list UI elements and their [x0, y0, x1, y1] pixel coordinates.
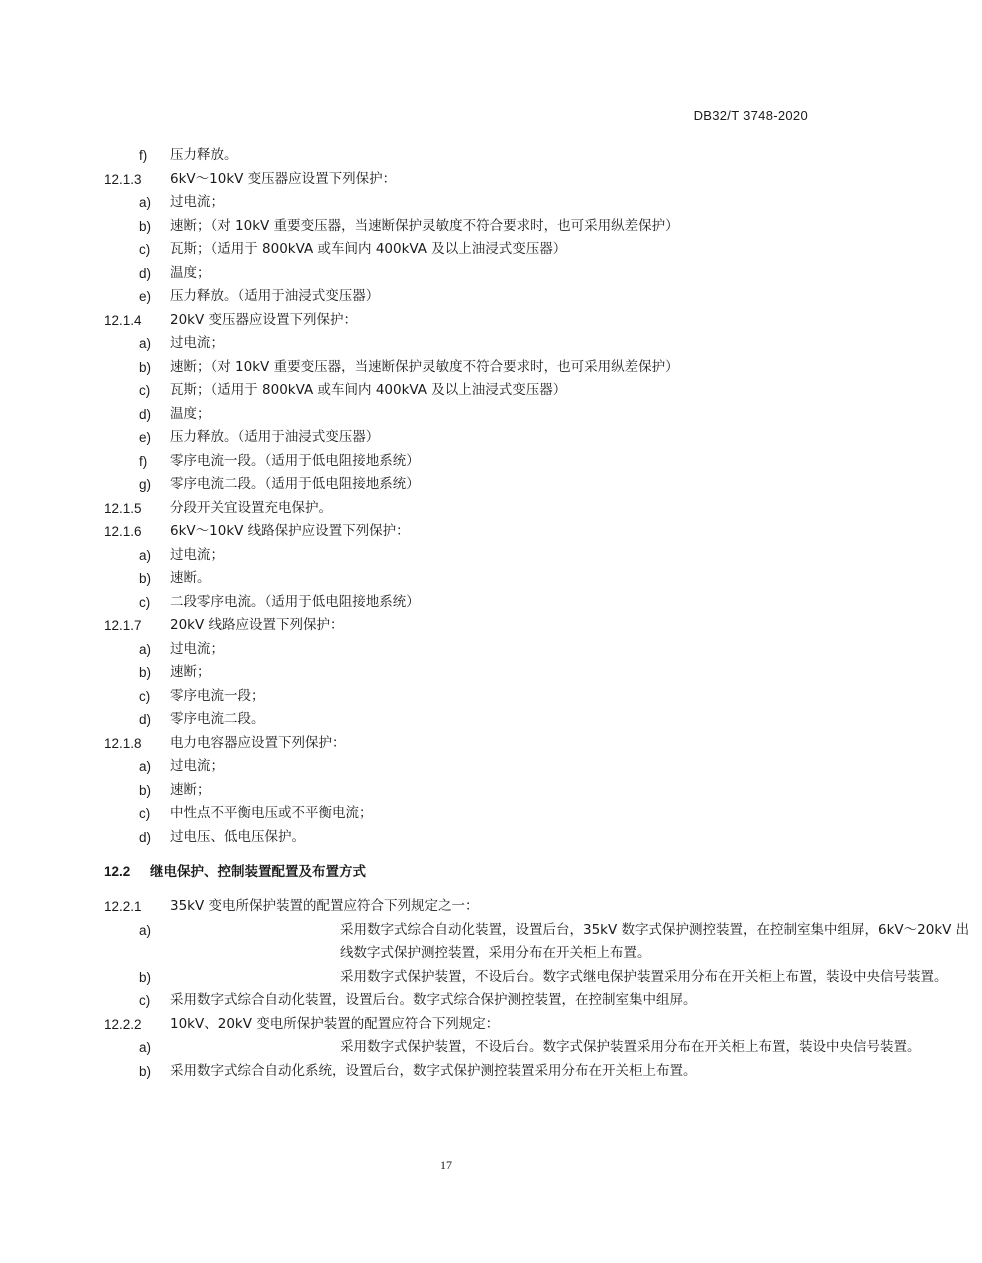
clause-line	[0, 732, 892, 756]
item-marker: b)	[139, 359, 152, 375]
clause-number: 12.1.8	[104, 735, 142, 751]
item-marker: a)	[139, 1040, 152, 1055]
line-text: 过电流；	[170, 546, 224, 563]
item-marker: b)	[139, 969, 152, 985]
line-text: 温度；	[170, 264, 211, 281]
item-marker: c)	[139, 688, 151, 704]
list-item	[0, 238, 892, 262]
item-marker: a)	[139, 336, 152, 351]
line-text: 速断；（对 10kV 重要变压器，当速断保护灵敏度不符合要求时，也可采用纵差保护）	[170, 358, 679, 375]
list-item	[0, 685, 892, 709]
clause-line	[0, 497, 892, 521]
item-marker: d)	[139, 265, 152, 281]
standard-code: DB32/T 3748-2020	[693, 108, 808, 123]
list-item	[0, 215, 892, 239]
list-item	[0, 661, 892, 685]
page-number: 17	[440, 1158, 452, 1172]
item-marker: b)	[139, 218, 152, 234]
clause-line	[0, 1013, 892, 1037]
line-text: 过电压、低电压保护。	[170, 828, 305, 845]
list-item	[0, 379, 892, 403]
item-marker: a)	[139, 759, 152, 774]
item-marker: b)	[139, 782, 152, 798]
clause-number: 12.1.6	[104, 524, 142, 539]
line-text: 压力释放。（适用于油浸式变压器）	[170, 429, 380, 445]
line-text: 采用数字式综合自动化系统，设置后台，数字式保护测控装置采用分布在开关柜上布置。	[170, 1062, 697, 1079]
line-text: 过电流；	[170, 640, 224, 657]
list-item	[0, 802, 892, 826]
list-item	[0, 919, 970, 966]
list-item	[0, 262, 892, 286]
clause-number: 12.2	[104, 864, 131, 879]
list-item	[0, 356, 892, 380]
clause-line	[0, 309, 892, 333]
list-item	[0, 191, 892, 215]
clause-line	[0, 895, 892, 919]
document-body	[0, 144, 970, 1083]
item-marker: e)	[139, 430, 152, 445]
clause-line	[0, 520, 892, 544]
list-item	[0, 567, 892, 591]
item-marker: b)	[139, 1063, 152, 1079]
item-marker: c)	[139, 242, 151, 257]
line-text: 20kV 线路应设置下列保护：	[170, 617, 344, 633]
line-text: 采用数字式综合自动化装置，设置后台。数字式综合保护测控装置，在控制室集中组屏。	[170, 992, 697, 1008]
list-item	[0, 450, 892, 474]
line-text: 采用数字式保护装置，不设后台。数字式继电保护装置采用分布在开关柜上布置，装设中央信号装置。	[340, 968, 948, 985]
clause-number: 12.2.1	[104, 899, 142, 914]
list-item	[0, 544, 892, 568]
item-marker: e)	[139, 289, 152, 304]
clause-number: 12.1.7	[104, 618, 142, 633]
list-item	[0, 1036, 921, 1060]
item-marker: a)	[139, 547, 152, 563]
list-item	[0, 989, 892, 1013]
line-text: 6kV～10kV 线路保护应设置下列保护：	[170, 523, 410, 539]
line-text: 过电流；	[170, 758, 224, 774]
line-text: 采用数字式综合自动化装置，设置后台，35kV 数字式保护测控装置，在控制室集中组屏，6kV～20kV 出线数字式保护测控装置，采用分布在开关柜上布置。	[340, 921, 970, 961]
item-marker: c)	[139, 594, 151, 610]
line-text: 20kV 变压器应设置下列保护：	[170, 311, 358, 328]
line-text: 速断。	[170, 570, 211, 586]
line-text: 过电流；	[170, 194, 224, 210]
line-text: 采用数字式保护装置，不设后台。数字式保护装置采用分布在开关柜上布置，装设中央信号装置。	[340, 1039, 921, 1055]
item-marker: f)	[139, 148, 148, 163]
clause-line	[0, 614, 892, 638]
clause-number: 12.1.3	[104, 171, 142, 187]
line-text: 过电流；	[170, 335, 224, 351]
line-text: 零序电流二段。（适用于低电阻接地系统）	[170, 476, 420, 492]
list-item	[0, 591, 892, 615]
line-text: 温度；	[170, 405, 211, 422]
item-marker: d)	[139, 712, 152, 727]
clause-line	[0, 168, 892, 192]
line-text: 6kV～10kV 变压器应设置下列保护：	[170, 170, 397, 187]
item-marker: c)	[139, 383, 151, 398]
line-text: 35kV 变电所保护装置的配置应符合下列规定之一：	[170, 898, 479, 914]
line-text: 瓦斯；（适用于 800kVA 或车间内 400kVA 及以上油浸式变压器）	[170, 241, 567, 257]
list-item	[0, 403, 892, 427]
list-item	[0, 779, 892, 803]
line-text: 分段开关宜设置充电保护。	[170, 499, 332, 516]
line-text: 中性点不平衡电压或不平衡电流；	[170, 805, 373, 821]
list-item	[0, 332, 892, 356]
line-text: 压力释放。	[170, 147, 238, 163]
line-text: 速断；（对 10kV 重要变压器，当速断保护灵敏度不符合要求时，也可采用纵差保护）	[170, 217, 679, 234]
item-marker: f)	[139, 453, 148, 469]
item-marker: c)	[139, 993, 151, 1008]
line-text: 压力释放。（适用于油浸式变压器）	[170, 288, 380, 304]
item-marker: c)	[139, 806, 151, 821]
list-item	[0, 826, 892, 850]
list-item	[0, 755, 892, 779]
list-item	[0, 1060, 892, 1084]
line-text: 零序电流一段。（适用于低电阻接地系统）	[170, 452, 420, 469]
item-marker: g)	[139, 477, 152, 492]
clause-number: 12.2.2	[104, 1016, 142, 1032]
list-item	[0, 966, 948, 990]
item-marker: a)	[139, 641, 152, 657]
list-item	[0, 473, 892, 497]
list-item	[0, 426, 892, 450]
item-marker: d)	[139, 829, 152, 845]
list-item	[0, 144, 892, 168]
list-item	[0, 285, 892, 309]
section-title: 继电保护、控制装置配置及布置方式	[150, 864, 366, 880]
line-text: 速断；	[170, 781, 211, 798]
item-marker: a)	[139, 922, 152, 938]
line-text: 瓦斯；（适用于 800kVA 或车间内 400kVA 及以上油浸式变压器）	[170, 382, 567, 398]
item-marker: d)	[139, 406, 152, 422]
line-text: 零序电流一段；	[170, 687, 265, 704]
item-marker: a)	[139, 195, 152, 210]
line-text: 10kV、20kV 变电所保护装置的配置应符合下列规定：	[170, 1015, 500, 1032]
line-text: 速断；	[170, 664, 211, 680]
section-heading	[0, 849, 892, 895]
line-text: 电力电容器应设置下列保护：	[170, 734, 346, 751]
list-item	[0, 638, 892, 662]
item-marker: b)	[139, 571, 152, 586]
item-marker: b)	[139, 665, 152, 680]
line-text: 二段零序电流。（适用于低电阻接地系统）	[170, 593, 420, 610]
line-text: 零序电流二段。	[170, 711, 265, 727]
clause-number: 12.1.5	[104, 500, 142, 516]
list-item	[0, 708, 892, 732]
clause-number: 12.1.4	[104, 312, 142, 328]
